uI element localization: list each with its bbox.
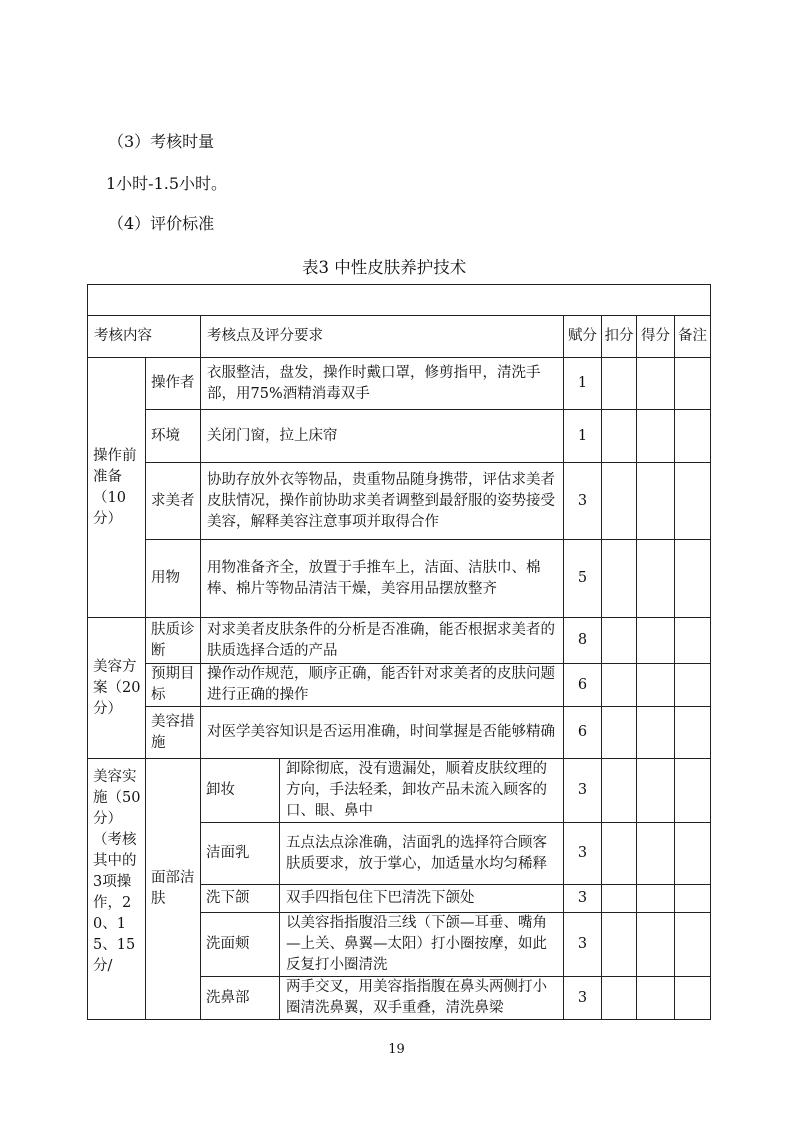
note-cell — [675, 913, 711, 977]
header-content: 考核内容 — [88, 316, 201, 358]
score-cell — [637, 977, 675, 1020]
table-blank-row — [88, 285, 711, 316]
item-desc: 以美容指指腹沿三线（下颌—耳垂、嘴角—上关、鼻翼—太阳）打小圈按摩，如此反复打小圈清洗 — [280, 913, 564, 977]
table-row — [88, 540, 711, 618]
score-cell — [637, 618, 675, 664]
table-header-row — [88, 316, 711, 358]
score-cell — [637, 913, 675, 977]
category-impl: 美容实施（50分）（考核其中的3项操作，20、15、15分/ — [88, 759, 146, 1020]
header-score: 得分 — [637, 316, 675, 358]
note-cell — [675, 885, 711, 913]
time-value: 1小时-1.5小时。 — [106, 174, 228, 193]
item-label: 洗下颌 — [201, 885, 280, 913]
table-row — [88, 358, 711, 410]
table-row — [88, 618, 711, 664]
note-cell — [675, 664, 711, 707]
item-label: 预期目标 — [146, 664, 201, 707]
deduct-cell — [602, 463, 637, 540]
score-cell — [637, 759, 675, 823]
note-cell — [675, 977, 711, 1020]
score-cell — [637, 410, 675, 463]
header-note: 备注 — [675, 316, 711, 358]
item-points: 8 — [564, 618, 602, 664]
item-points: 1 — [564, 410, 602, 463]
item-points: 5 — [564, 540, 602, 618]
item-desc: 对医学美容知识是否运用准确，时间掌握是否能够精确 — [201, 707, 564, 759]
note-cell — [675, 463, 711, 540]
item-points: 3 — [564, 463, 602, 540]
item-label: 洗鼻部 — [201, 977, 280, 1020]
table-row — [88, 707, 711, 759]
item-label: 操作者 — [146, 358, 201, 410]
note-cell — [675, 358, 711, 410]
item-points: 3 — [564, 823, 602, 885]
score-cell — [637, 664, 675, 707]
item-label: 用物 — [146, 540, 201, 618]
section-heading-eval: （4）评价标准 — [108, 214, 215, 233]
deduct-cell — [602, 885, 637, 913]
item-desc: 衣服整洁，盘发，操作时戴口罩，修剪指甲，清洗手部，用75%酒精消毒双手 — [201, 358, 564, 410]
note-cell — [675, 823, 711, 885]
score-cell — [637, 885, 675, 913]
header-assigned: 赋分 — [564, 316, 602, 358]
item-desc: 卸除彻底，没有遗漏处，顺着皮肤纹理的方向，手法轻柔，卸妆产品未流入顾客的口、眼、鼻中 — [280, 759, 564, 823]
group-face-cleanse: 面部洁肤 — [146, 759, 201, 1020]
note-cell — [675, 707, 711, 759]
deduct-cell — [602, 664, 637, 707]
note-cell — [675, 410, 711, 463]
item-label: 洁面乳 — [201, 823, 280, 885]
table-title: 表3 中性皮肤养护技术 — [302, 258, 467, 277]
item-points: 1 — [564, 358, 602, 410]
item-desc: 对求美者皮肤条件的分析是否准确，能否根据求美者的肤质选择合适的产品 — [201, 618, 564, 664]
item-label: 卸妆 — [201, 759, 280, 823]
item-points: 3 — [564, 759, 602, 823]
header-points: 考核点及评分要求 — [201, 316, 564, 358]
item-desc: 五点法点涂准确，洁面乳的选择符合顾客肤质要求，放于掌心，加适量水均匀稀释 — [280, 823, 564, 885]
deduct-cell — [602, 358, 637, 410]
item-desc: 操作动作规范，顺序正确，能否针对求美者的皮肤问题进行正确的操作 — [201, 664, 564, 707]
deduct-cell — [602, 410, 637, 463]
item-label: 环境 — [146, 410, 201, 463]
item-points: 3 — [564, 977, 602, 1020]
item-points: 6 — [564, 707, 602, 759]
item-desc: 双手四指包住下巴清洗下颌处 — [280, 885, 564, 913]
score-cell — [637, 823, 675, 885]
item-desc: 协助存放外衣等物品，贵重物品随身携带，评估求美者皮肤情况，操作前协助求美者调整到最舒服的姿势接受美容，解释美容注意事项并取得合作 — [201, 463, 564, 540]
header-deduct: 扣分 — [602, 316, 637, 358]
deduct-cell — [602, 540, 637, 618]
score-cell — [637, 707, 675, 759]
score-cell — [637, 358, 675, 410]
item-points: 6 — [564, 664, 602, 707]
score-cell — [637, 540, 675, 618]
table-row — [88, 664, 711, 707]
category-prep: 操作前准备（10分） — [88, 358, 146, 618]
deduct-cell — [602, 759, 637, 823]
deduct-cell — [602, 823, 637, 885]
page-number: 19 — [388, 1042, 405, 1057]
item-desc: 关闭门窗，拉上床帘 — [201, 410, 564, 463]
item-desc: 两手交叉，用美容指指腹在鼻头两侧打小圈清洗鼻翼，双手重叠，清洗鼻梁 — [280, 977, 564, 1020]
item-desc: 用物准备齐全，放置于手推车上，洁面、洁肤巾、棉棒、棉片等物品清洁干燥，美容用品摆放整齐 — [201, 540, 564, 618]
item-points: 3 — [564, 913, 602, 977]
item-label: 肤质诊断 — [146, 618, 201, 664]
score-cell — [637, 463, 675, 540]
item-label: 求美者 — [146, 463, 201, 540]
item-points: 3 — [564, 885, 602, 913]
deduct-cell — [602, 977, 637, 1020]
note-cell — [675, 618, 711, 664]
note-cell — [675, 540, 711, 618]
note-cell — [675, 759, 711, 823]
section-heading-time: （3）考核时量 — [108, 132, 215, 151]
table-row — [88, 410, 711, 463]
table-row — [88, 463, 711, 540]
item-label: 美容措施 — [146, 707, 201, 759]
category-plan: 美容方案（20分） — [88, 618, 146, 759]
item-label: 洗面颊 — [201, 913, 280, 977]
deduct-cell — [602, 707, 637, 759]
table-row — [88, 759, 711, 823]
deduct-cell — [602, 913, 637, 977]
evaluation-table — [87, 284, 711, 1020]
deduct-cell — [602, 618, 637, 664]
